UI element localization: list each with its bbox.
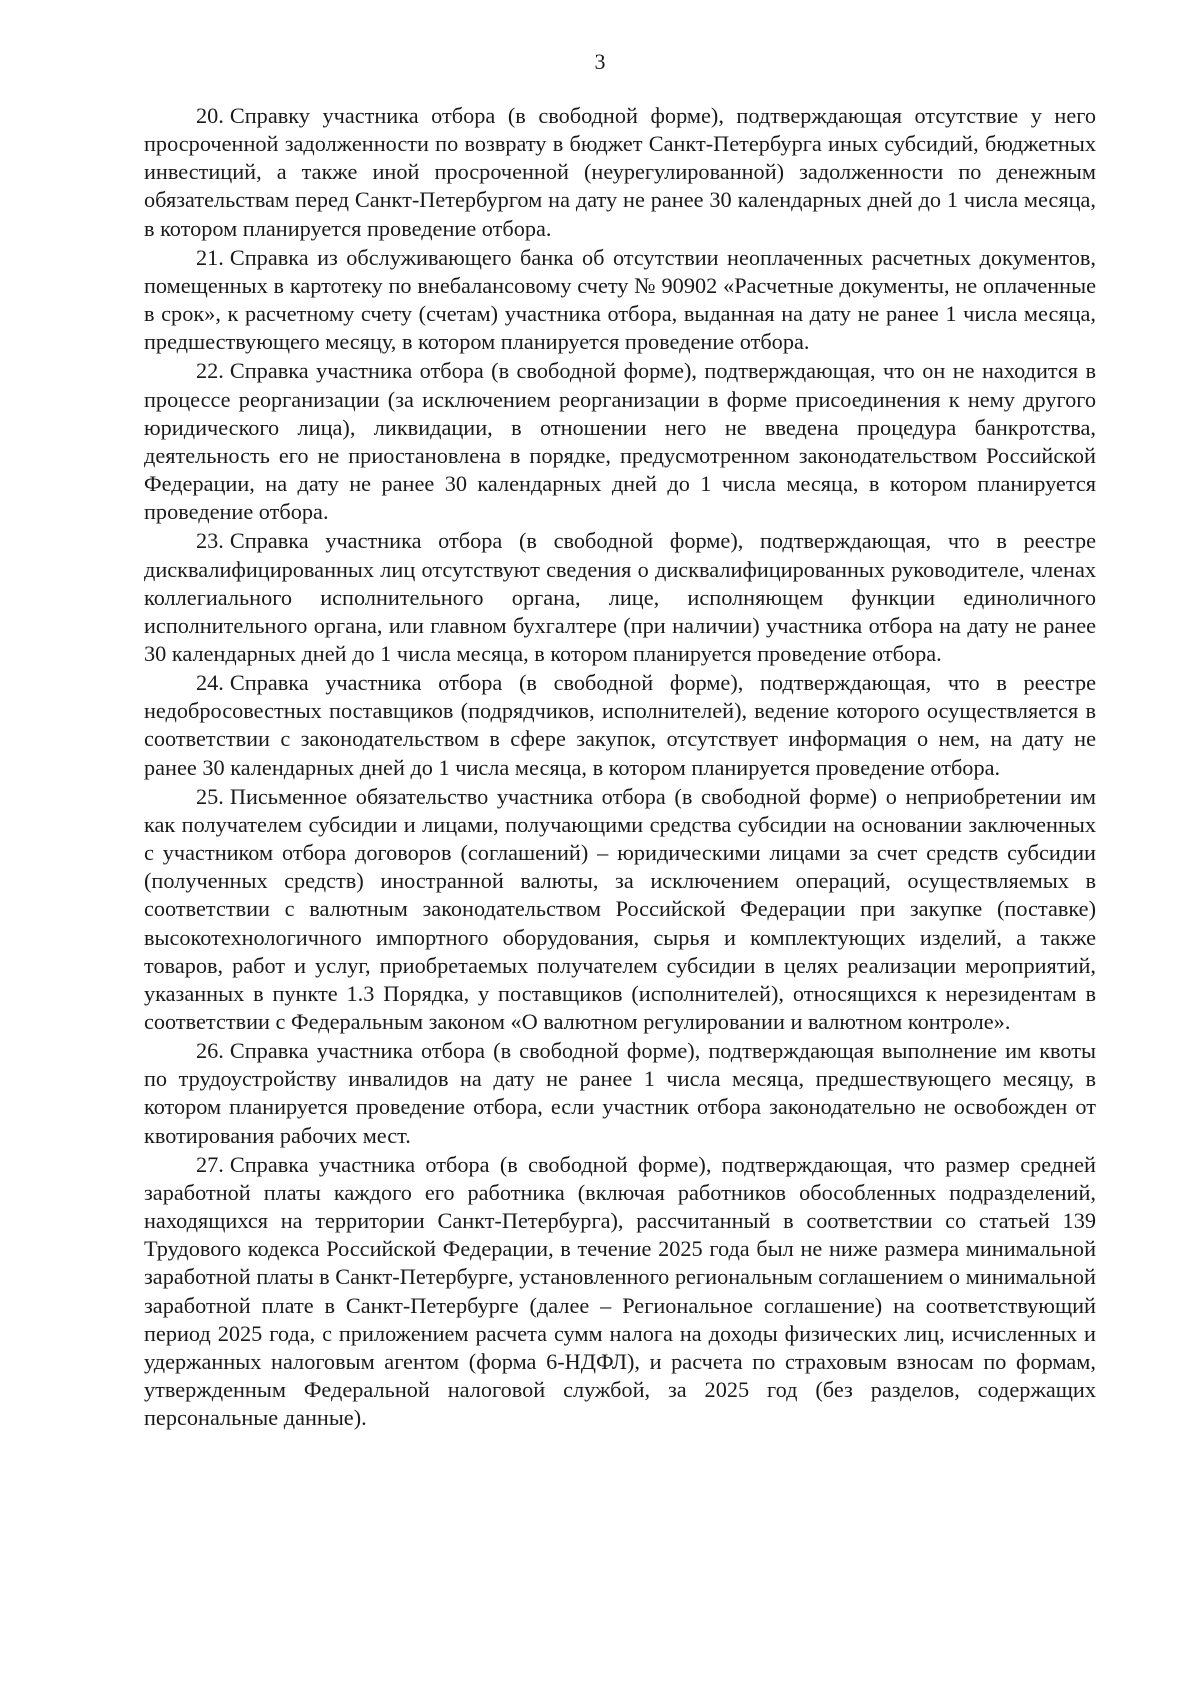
paragraph-text: Справка участника отбора (в свободной форме), подтверждающая, что в реестре недобросовестных поставщиков (подрядчиков, исполнителей), ведение которого осуществляется в соответствии с законодательством в сфере закупок, отсутствует информация о нем, на дату не ранее 30 календарных дней до 1 числа месяца, в котором планируется проведение отбора. [144,670,1096,780]
paragraph-text: Справка участника отбора (в свободной форме), подтверждающая, что в реестре дисквалифицированных лиц отсутствуют сведения о дисквалифицированных руководителе, членах коллегиального исполнительного органа, лице, исполняющем функции единоличного исполнительного органа, или главном бухгалтере (при наличии) участника отбора на дату не ранее 30 календарных дней до 1 числа месяца, в котором планируется проведение отбора. [144,528,1096,666]
paragraph-text: Справка из обслуживающего банка об отсутствии неоплаченных расчетных документов, помещенных в картотеку по внебалансовому счету № 90902 «Расчетные документы, не оплаченные в срок», к расчетному счету (счетам) участника отбора, выданная на дату не ранее 1 числа месяца, предшествующего месяцу, в котором планируется проведение отбора. [144,244,1096,355]
page-number: 3 [594,49,606,74]
paragraph-26 [144,1037,1096,1150]
paragraph-number: 26. [196,1038,224,1064]
paragraph-20 [144,102,1096,243]
paragraph-27 [144,1151,1096,1433]
paragraph-text: Справку участника отбора (в свободной форме), подтверждающая отсутствие у него просроченной задолженности по возврату в бюджет Санкт-Петербурга иных субсидий, бюджетных инвестиций, а также иной просроченной (неурегулированной) задолженности по денежным обязательствам перед Санкт-Петербургом на дату не ранее 30 календарных дней до 1 числа месяца, в котором планируется проведение отбора. [144,103,1096,241]
paragraph-text: Справка участника отбора (в свободной форме), подтверждающая, что он не находится в процессе реорганизации (за исключением реорганизации в форме присоединения к нему другого юридического лица), ликвидации, в отношении него не введена процедура банкротства, деятельность его не приостановлена в порядке, предусмотренном законодательством Российской Федерации, на дату не ранее 30 календарных дней до 1 числа месяца, в котором планируется проведение отбора. [144,358,1096,525]
paragraph-number: 23. [196,528,224,554]
paragraph-number: 21. [196,244,224,270]
document-body [144,102,1096,1432]
paragraph-23 [144,527,1096,668]
paragraph-21 [144,244,1096,357]
paragraph-number: 24. [196,670,224,696]
paragraph-text: Справка участника отбора (в свободной форме), подтверждающая, что размер средней заработной платы каждого его работника (включая работников обособленных подразделений, находящихся на территории Санкт-Петербурга), рассчитанный в соответствии со статьей 139 Трудового кодекса Российской Федерации, в течение 2025 года был не ниже размера минимальной заработной платы в Санкт-Петербурге, установленного региональным соглашением о минимальной заработной плате в Санкт-Петербурге (далее – Региональное соглашение) на соответствующий период 2025 года, с приложением расчета сумм налога на доходы физических лиц, исчисленных и удержанных налоговым агентом (форма 6-НДФЛ), и расчета по страховым взносам по формам, утвержденным Федеральной налоговой службой, за 2025 год (без разделов, содержащих персональные данные). [144,1151,1096,1431]
paragraph-number: 27. [196,1151,224,1177]
paragraph-22 [144,357,1096,526]
paragraph-number: 20. [196,103,224,128]
paragraph-number: 22. [196,358,224,384]
paragraph-24 [144,669,1096,782]
paragraph-number: 25. [196,783,224,809]
paragraph-25 [144,783,1096,1036]
paragraph-text: Письменное обязательство участника отбора (в свободной форме) о неприобретении им как получателем субсидии и лицами, получающими средства субсидии на основании заключенных с участником отбора договоров (соглашений) – юридическими лицами за счет средств субсидии (полученных средств) иностранной валюты, за исключением операций, осуществляемых в соответствии с валютным законодательством Российской Федерации при закупке (поставке) высокотехнологичного импортного оборудования, сырья и комплектующих изделий, а также товаров, работ и услуг, приобретаемых получателем субсидии в целях реализации мероприятий, указанных в пункте 1.3 Порядка, у поставщиков (исполнителей), относящихся к нерезидентам в соответствии с Федеральным законом «О валютном регулировании и валютном контроле». [144,783,1096,1034]
paragraph-text: Справка участника отбора (в свободной форме), подтверждающая выполнение им квоты по трудоустройству инвалидов на дату не ранее 1 числа месяца, предшествующего месяцу, в котором планируется проведение отбора, если участник отбора законодательно не освобожден от квотирования рабочих мест. [144,1038,1096,1148]
